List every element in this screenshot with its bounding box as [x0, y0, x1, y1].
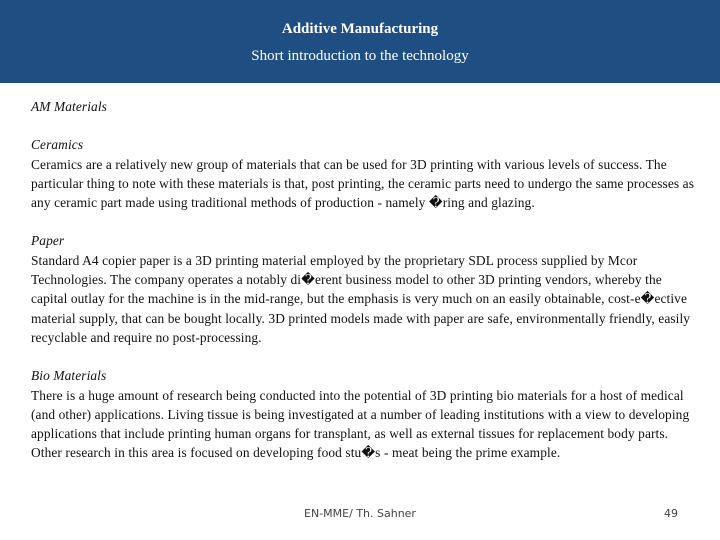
section-body-paper: Standard A4 copier paper is a 3D printing material employed by the proprietary SDL process supplied by Mcor Technologies. The company operates a notably di�erent business model to other 3D printing vendors, whereby the capital outlay for the machine is in the mid-range, but the emphasis is very much on an easily obtainable, cost-e�ective material supply, that can be bought locally. 3D printed models made with paper are safe, environmentally friendly, easily recyclable and require no post-processing. — [31, 252, 691, 345]
section-body-ceramics: Ceramics are a relatively new group of materials that can be used for 3D printing with various levels of success. The particular thing to note with these materials is that, post printing, the ceramic parts need to undergo the same processes as any ceramic part made using traditional methods of production - namely �ring and glazing. — [31, 156, 695, 211]
slide-header — [0, 0, 720, 83]
content-heading: AM Materials — [31, 99, 107, 114]
section-title-bio-materials: Bio Materials — [31, 368, 107, 384]
section-title-ceramics: Ceramics — [31, 137, 84, 153]
slide-title: Additive Manufacturing — [281, 21, 439, 37]
section-title-paper: Paper — [31, 233, 65, 249]
page-number: 49 — [664, 507, 678, 520]
slide-subtitle: Short introduction to the technology — [251, 48, 469, 64]
footer-author: EN-MME/ Th. Sahner — [304, 507, 416, 520]
slide-content — [31, 97, 697, 463]
section-body-bio-materials: There is a huge amount of research being conducted into the potential of 3D printing bio materials for a host of medical (and other) applications. Living tissue is being investigated at a number of leading institutions with a view to developing applications that include printing human organs for transplant, as well as external tissues for replacement body parts. Other research in this area is focused on developing food stu�s - meat being the prime example. — [31, 387, 690, 461]
